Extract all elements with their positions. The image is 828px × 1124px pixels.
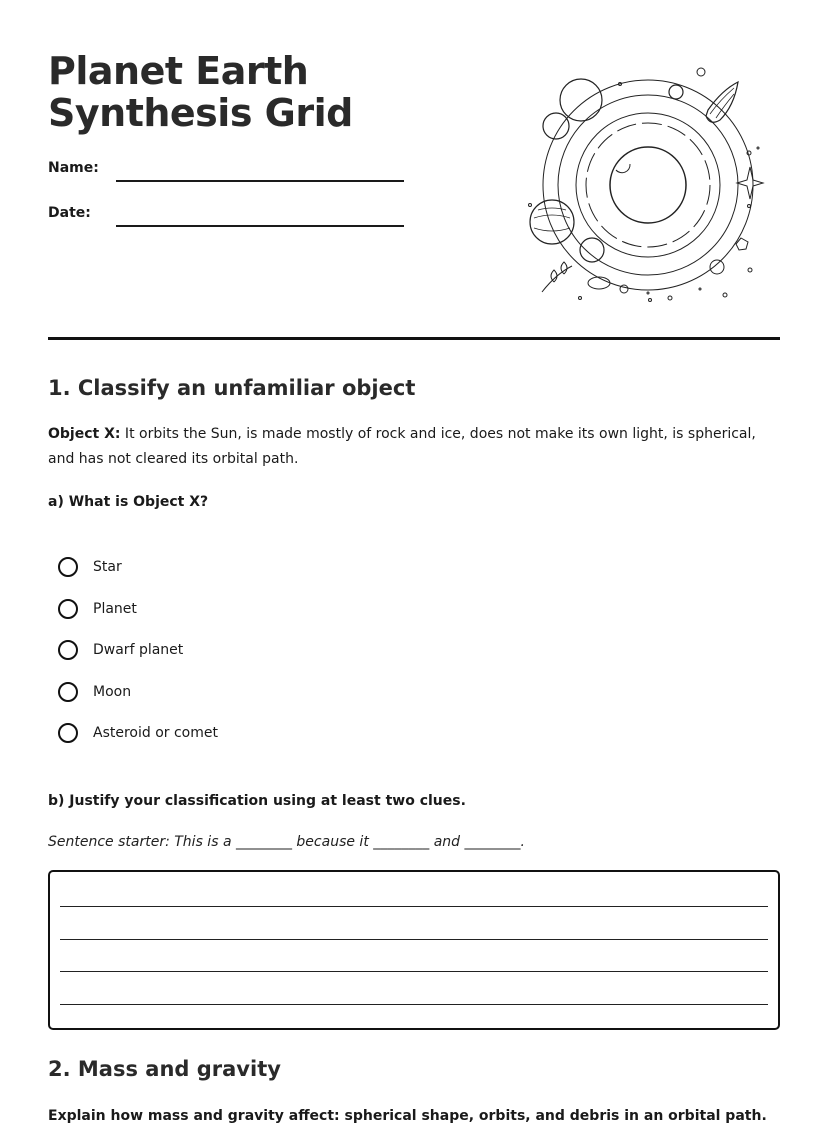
- section1-heading: 1. Classify an unfamiliar object: [48, 376, 416, 400]
- option-label: Moon: [93, 684, 132, 700]
- option-label: Planet: [93, 601, 137, 617]
- date-field: [48, 205, 408, 229]
- option-star[interactable]: [58, 555, 122, 579]
- option-label: Dwarf planet: [93, 642, 184, 658]
- date-line[interactable]: [116, 225, 404, 227]
- radio-circle[interactable]: [58, 723, 78, 743]
- solar-system-illustration-icon: [520, 60, 770, 310]
- option-planet[interactable]: [58, 597, 137, 621]
- date-label: Date:: [48, 205, 91, 221]
- question-a: a) What is Object X?: [48, 494, 209, 510]
- page-title: Planet Earth Synthesis Grid: [48, 49, 353, 135]
- section2-heading: 2. Mass and gravity: [48, 1057, 281, 1081]
- name-line[interactable]: [116, 180, 404, 182]
- writing-line: [60, 971, 768, 972]
- writing-line: [60, 906, 768, 907]
- question-b: b) Justify your classification using at least two clues.: [48, 793, 466, 809]
- sentence-starter: Sentence starter: This is a ________ because it ________ and ________.: [48, 834, 525, 850]
- name-field: [48, 160, 408, 184]
- object-text: It orbits the Sun, is made mostly of rock and ice, does not make its own light, is spherical, and has not cleared its orbital path.: [48, 426, 756, 467]
- writing-line: [60, 1004, 768, 1005]
- answer-box[interactable]: [48, 870, 780, 1030]
- option-asteroid-or-comet[interactable]: [58, 721, 218, 745]
- header-divider: [48, 337, 780, 340]
- option-moon[interactable]: [58, 680, 131, 704]
- radio-circle[interactable]: [58, 640, 78, 660]
- option-dwarf-planet[interactable]: [58, 638, 183, 662]
- object-description: [48, 422, 783, 472]
- name-label: Name:: [48, 160, 99, 176]
- object-label: Object X:: [48, 426, 121, 442]
- radio-circle[interactable]: [58, 557, 78, 577]
- radio-circle[interactable]: [58, 599, 78, 619]
- writing-line: [60, 939, 768, 940]
- section2-prompt: Explain how mass and gravity affect: spherical shape, orbits, and debris in an orbital path.: [48, 1108, 767, 1124]
- radio-circle[interactable]: [58, 682, 78, 702]
- option-label: Asteroid or comet: [93, 725, 218, 741]
- option-label: Star: [93, 559, 122, 575]
